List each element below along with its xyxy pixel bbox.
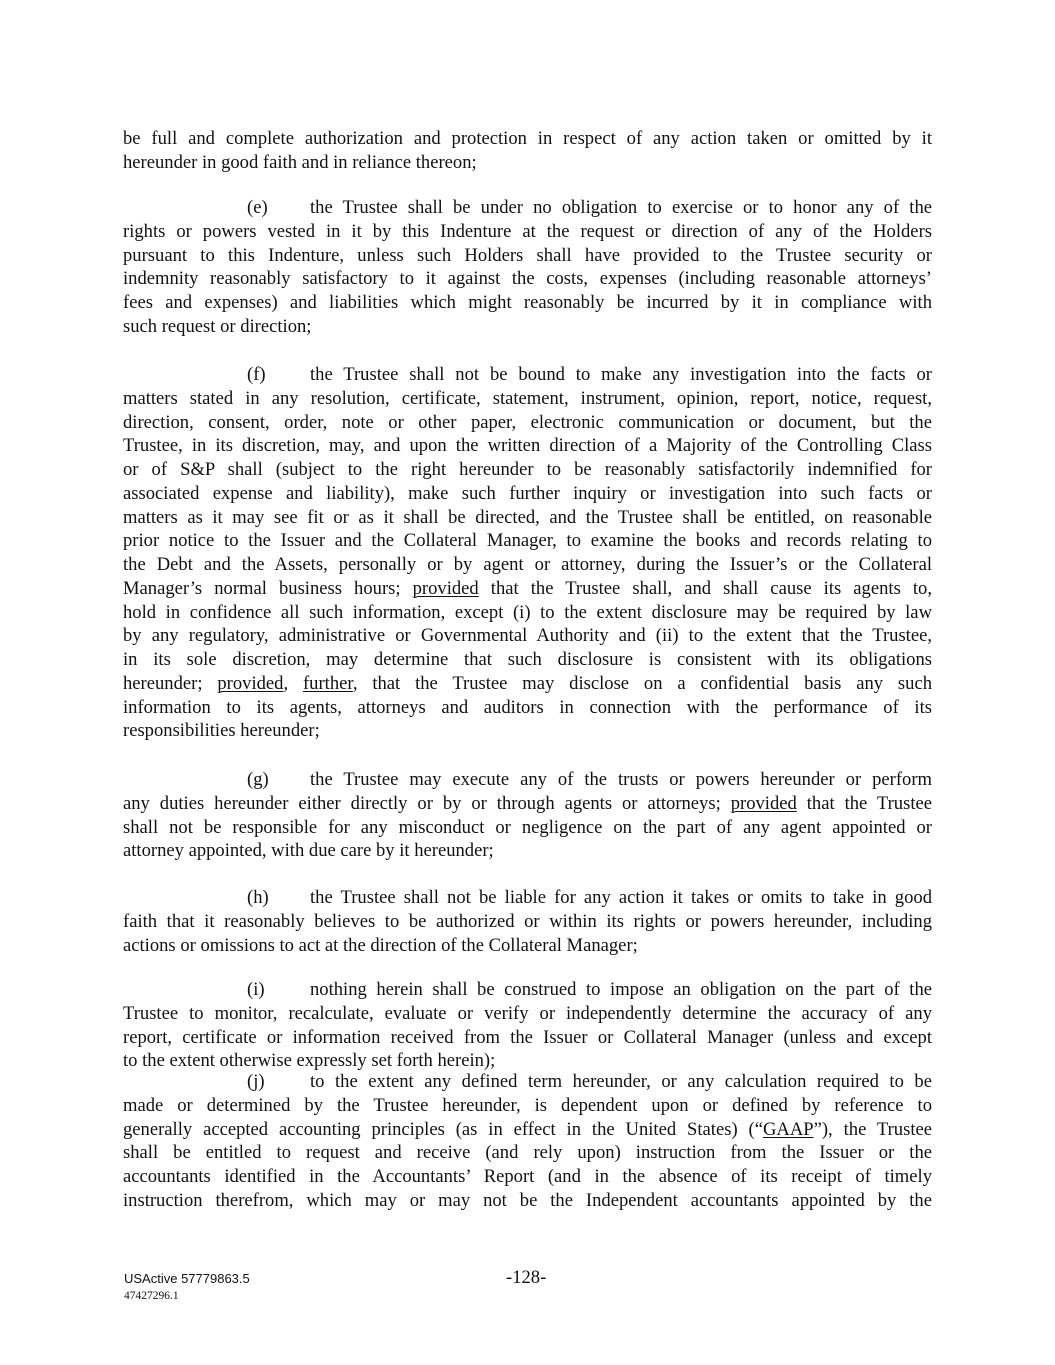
text-run: to the extent any defined term hereunder, or any calculation required to be [310, 1071, 932, 1092]
text-line [123, 1070, 932, 1094]
text-line [123, 434, 932, 458]
text-run: any duties hereunder either directly or by or through agents or attorneys; [123, 792, 731, 814]
text-run: be full and complete authorization and protection in respect of any action taken or omitted by it [123, 128, 932, 149]
text-run: fees and expenses) and liabilities which might reasonably be incurred by it in compliance with [123, 292, 932, 313]
text-run: generally accepted accounting principles (as in effect in the United States) (“ [123, 1118, 763, 1140]
text-line [123, 196, 932, 220]
text-line [123, 792, 932, 816]
text-run: the Trustee shall be under no obligation to exercise or to honor any of the [310, 197, 932, 218]
paragraph-i [123, 978, 932, 1073]
text-run: , [283, 672, 303, 694]
text-run: instruction therefrom, which may or may not be the Independent accountants appointed by the [123, 1189, 932, 1211]
text-line [123, 768, 932, 792]
text-line [123, 1189, 932, 1213]
text-run: to the extent otherwise expressly set forth herein); [123, 1050, 496, 1072]
text-run: accountants identified in the Accountants’ Report (and in the absence of its receipt of timely [123, 1166, 932, 1187]
text-line [123, 291, 932, 315]
text-run: rights or powers vested in it by this Indenture at the request or direction of any of the Holders [123, 220, 932, 242]
text-line [123, 127, 932, 151]
paragraph-g [123, 768, 932, 863]
text-line [123, 577, 932, 601]
paragraph-continued [123, 127, 932, 175]
text-line [123, 553, 932, 577]
text-run: associated expense and liability), make such further inquiry or investigation into such facts or [123, 482, 932, 504]
text-run: prior notice to the Issuer and the Collateral Manager, to examine the books and records relating to [123, 530, 932, 552]
text-line [123, 1002, 932, 1026]
text-run: matters as it may see fit or as it shall be directed, and the Trustee shall be entitled, on reasonable [123, 506, 932, 528]
text-run: by any regulatory, administrative or Governmental Authority and (ii) to the extent that the Trustee, [123, 625, 932, 647]
text-run: hold in confidence all such information, except (i) to the extent disclosure may be required by law [123, 601, 932, 623]
text-line [123, 506, 932, 530]
text-line [123, 411, 932, 435]
text-run: Manager’s normal business hours; [123, 577, 413, 599]
text-line [123, 315, 932, 339]
text-run: attorney appointed, with due care by it hereunder; [123, 840, 494, 862]
text-line [123, 719, 932, 743]
paragraph-marker: (e) [247, 197, 268, 218]
text-run: the Debt and the Assets, personally or by agent or attorney, during the Issuer’s or the Collateral [123, 554, 932, 575]
paragraph-marker: (h) [247, 887, 269, 908]
text-line [123, 458, 932, 482]
page-number: -128- [506, 1267, 547, 1288]
defined-term: provided [217, 672, 284, 694]
text-run: pursuant to this Indenture, unless such Holders shall have provided to the Trustee security or [123, 244, 932, 266]
text-line [123, 529, 932, 553]
text-line [123, 601, 932, 625]
text-run: that the Trustee [796, 792, 932, 814]
text-line [123, 1165, 932, 1189]
text-run: or of S&P shall (subject to the right hereunder to be reasonably satisfactorily indemnified for [123, 459, 932, 480]
text-line [123, 220, 932, 244]
text-line [123, 839, 932, 863]
text-run: direction, consent, order, note or other paper, electronic communication or document, but the [123, 411, 932, 433]
text-run: shall not be responsible for any misconduct or negligence on the part of any agent appointed or [123, 816, 932, 838]
text-line [123, 886, 932, 910]
text-run: the Trustee shall not be bound to make any investigation into the facts or [310, 364, 932, 385]
text-run: Trustee to monitor, recalculate, evaluate or verify or independently determine the accuracy of any [123, 1002, 932, 1024]
text-line [123, 267, 932, 291]
paragraph-marker: (j) [247, 1071, 265, 1092]
text-line [123, 1026, 932, 1050]
text-line [123, 363, 932, 387]
text-run: nothing herein shall be construed to impose an obligation on the part of the [310, 979, 932, 1000]
footer-document-id: USActive 57779863.5 [124, 1271, 250, 1286]
paragraph-h [123, 886, 932, 957]
defined-term: GAAP [762, 1118, 814, 1140]
paragraph-marker: (g) [247, 769, 269, 790]
text-line [123, 1094, 932, 1118]
text-line [123, 387, 932, 411]
text-run: information to its agents, attorneys and auditors in connection with the performance of its [123, 696, 932, 718]
text-run: indemnity reasonably satisfactory to it against the costs, expenses (including reasonable attorneys’ [123, 268, 932, 290]
text-run: such request or direction; [123, 315, 312, 337]
text-run: Trustee, in its discretion, may, and upon the written direction of a Majority of the Controlling Class [123, 435, 932, 457]
text-line [123, 934, 932, 958]
text-line [123, 672, 932, 696]
paragraph-e [123, 196, 932, 339]
paragraph-marker: (i) [247, 979, 265, 1000]
text-run: actions or omissions to act at the direction of the Collateral Manager; [123, 934, 638, 956]
paragraph-j [123, 1070, 932, 1213]
text-run: hereunder; [123, 672, 218, 694]
text-line [123, 482, 932, 506]
text-run: matters stated in any resolution, certificate, statement, instrument, opinion, report, notice, request, [123, 387, 932, 409]
defined-term: provided [730, 792, 797, 814]
text-run: report, certificate or information received from the Issuer or Collateral Manager (unless and except [123, 1026, 932, 1048]
defined-term: provided [412, 577, 479, 599]
text-line [123, 1118, 932, 1142]
text-run: hereunder in good faith and in reliance thereon; [123, 151, 477, 173]
footer-secondary-id: 47427296.1 [124, 1290, 179, 1302]
text-run: in its sole discretion, may determine that such disclosure is consistent with its obligations [123, 649, 932, 670]
text-line [123, 624, 932, 648]
defined-term: further [302, 672, 353, 694]
text-run: that the Trustee shall, and shall cause its agents to, [478, 577, 932, 599]
text-line [123, 816, 932, 840]
text-line [123, 910, 932, 934]
text-line [123, 648, 932, 672]
text-line [123, 244, 932, 268]
text-line [123, 978, 932, 1002]
text-run: the Trustee may execute any of the trusts or powers hereunder or perform [310, 769, 932, 790]
paragraph-f [123, 363, 932, 743]
text-line [123, 151, 932, 175]
text-line [123, 696, 932, 720]
text-run: made or determined by the Trustee hereunder, is dependent upon or defined by reference to [123, 1094, 932, 1116]
text-line [123, 1141, 932, 1165]
text-run: , that the Trustee may disclose on a confidential basis any such [352, 672, 932, 694]
paragraph-marker: (f) [247, 364, 266, 385]
text-run: the Trustee shall not be liable for any action it takes or omits to take in good [310, 887, 932, 908]
text-run: ”), the Trustee [813, 1118, 932, 1140]
text-run: shall be entitled to request and receive (and rely upon) instruction from the Issuer or the [123, 1142, 932, 1164]
text-run: faith that it reasonably believes to be authorized or within its rights or powers hereunder, including [123, 910, 932, 932]
text-run: responsibilities hereunder; [123, 720, 320, 742]
